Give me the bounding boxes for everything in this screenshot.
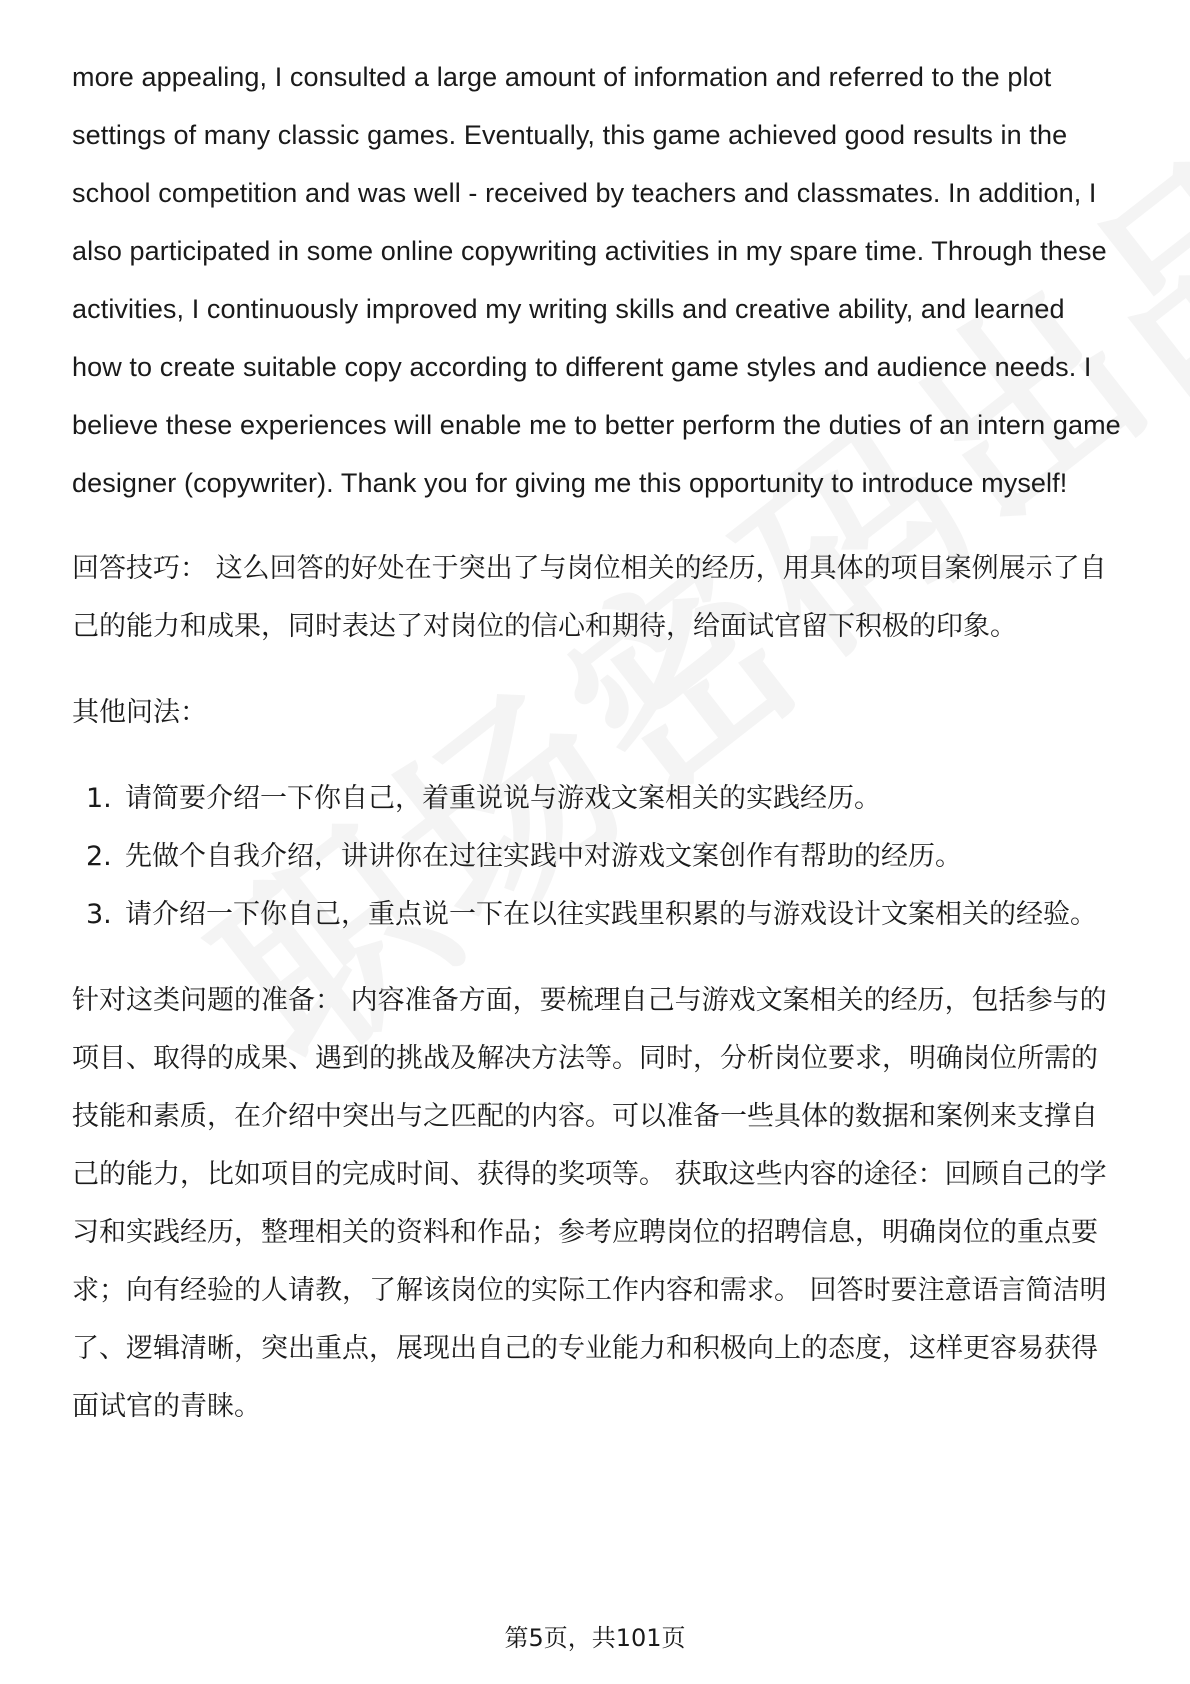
page-footer: 第5页，共101页 — [504, 1624, 686, 1652]
list-item-text: 先做个自我介绍，讲讲你在过往实践中对游戏文案创作有帮助的经历。 — [125, 841, 962, 872]
other-questions-heading: 其他问法： — [72, 697, 207, 728]
list-item — [72, 828, 1122, 886]
list-item-number: 2. — [86, 841, 112, 872]
preparation-paragraph: 针对这类问题的准备： 内容准备方面，要梳理自己与游戏文案相关的经历，包括参与的项目、取得的成果、遇到的挑战及解决方法等。同时，分析岗位要求，明确岗位所需的技能和素质，在介绍中突出与之匹配的内容。可以准备一些具体的数据和案例来支撑自己的能力，比如项目的完成时间、获得的奖项等。 获取这些内容的途径：回顾自己的学习和实践经历，整理相关的资料和作品；参考应聘岗位的招聘信息，明确岗位的重点要求；向有经验的人请教，了解该岗位的实际工作内容和需求。 回答时要注意语言简洁明了、逻辑清晰，突出重点，展现出自己的专业能力和积极向上的态度，这样更容易获得面试官的青睐。 — [72, 985, 1107, 1422]
list-item — [72, 770, 1122, 828]
document-body — [72, 48, 1122, 1436]
list-item-number: 3. — [86, 899, 112, 930]
list-item-text: 请简要介绍一下你自己，着重说说与游戏文案相关的实践经历。 — [125, 783, 881, 814]
list-item-text: 请介绍一下你自己，重点说一下在以往实践里积累的与游戏设计文案相关的经验。 — [125, 899, 1097, 930]
list-item-number: 1. — [86, 783, 112, 814]
answer-tip-paragraph: 回答技巧： 这么回答的好处在于突出了与岗位相关的经历，用具体的项目案例展示了自己的能力和成果，同时表达了对岗位的信心和期待，给面试官留下积极的印象。 — [72, 553, 1107, 642]
other-questions-list — [72, 770, 1122, 944]
list-item — [72, 886, 1122, 944]
intro-paragraph: more appealing, I consulted a large amount of information and referred to the plot settings of many classic games. Eventually, this game achieved good results in the school competition and was well - received by teachers and classmates. In addition, I also participated in some online copywriting activities in my spare time. Through these activities, I continuously improved my writing skills and creative ability, and learned how to create suitable copy according to different game styles and audience needs. I believe these experiences will enable me to better perform the duties of an intern game designer (copywriter). Thank you for giving me this opportunity to introduce myself! — [72, 62, 1121, 498]
